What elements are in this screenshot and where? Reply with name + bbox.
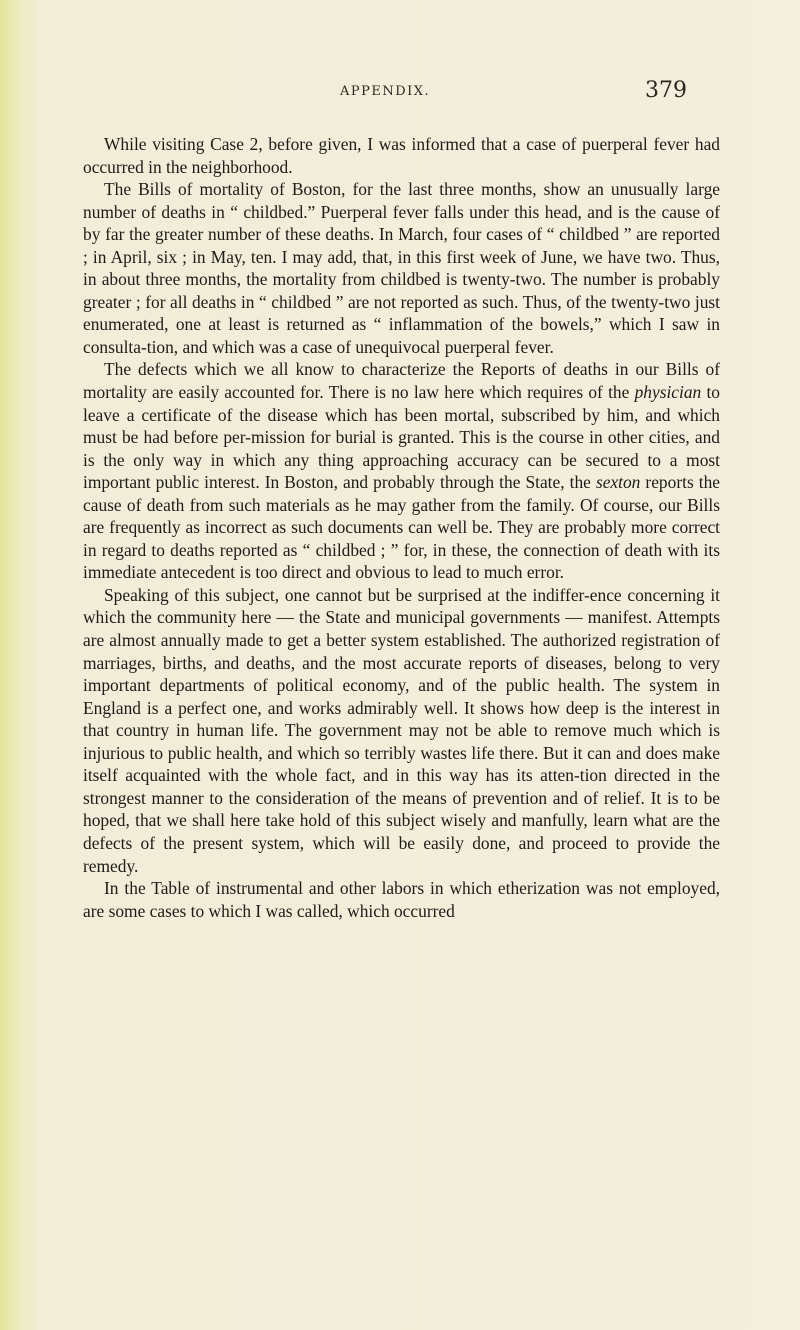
paragraph [83,584,720,877]
page-number: 379 [645,78,687,103]
paragraph-text: The defects which we all know to characterize the Reports of deaths in our Bills of mortality are easily accounted for. There is no law here which requires of the [83,359,720,403]
paragraph-text: While visiting Case 2, before given, I was informed that a case of puerperal fever had occurred in the neighborhood. [83,134,720,177]
running-head: APPENDIX. [340,84,431,99]
paragraph-text: The Bills of mortality of Boston, for the last three months, show an unusually large number of deaths in “ childbed.” Puerperal fever falls under this head, and is the cause of by far the greater number of these deaths. In March, four cases of “ childbed ” are reported ; in April, six ; in May, ten. I may add, that, in this first week of June, we have two. Thus, in about three months, the mortality from childbed is twenty-two. The number is probably greater ; for all deaths in “ childbed ” are not reported as such. Thus, of the twenty-two just enumerated, one at least is returned as “ inflammation of the bowels,” which I saw in consulta-tion, and which was a case of unequivocal puerperal fever. [83,179,720,357]
italic-term-physician: physician [634,382,702,403]
paragraph-text: In the Table of instrumental and other labors in which etherization was not employed, are some cases to which I was called, which occurred [83,878,720,921]
page-header [0,78,800,108]
italic-term-sexton: sexton [595,472,641,493]
body-text [83,133,720,922]
paragraph-text: to leave a certificate of the disease which has been mortal, subscribed by him, and which must be had before per-mission for burial is granted. This is the course in other cities, and is the only way in which any thing approaching accuracy can be secured to a most important public interest. In Boston, and probably through the State, the [83,382,721,493]
paragraph-text: reports the cause of death from such materials as he may gather from the family. Of course, our Bills are frequently as incorrect as such documents can well be. They are probably more correct in regard to deaths reported as “ childbed ; ” for, in these, the connection of death with its immediate antecedent is too direct and obvious to lead to much error. [83,472,721,583]
paragraph [83,877,720,922]
paragraph [83,358,720,583]
paragraph [83,133,720,178]
paragraph-text: Speaking of this subject, one cannot but be surprised at the indiffer-ence concerning it which the community here — the State and municipal governments — manifest. Attempts are almost annually made to get a better system established. The authorized registration of marriages, births, and deaths, and the most accurate reports of diseases, belong to very important departments of political economy, and of the public health. The system in England is a perfect one, and works admirably well. It shows how deep is the interest in that country in human life. The government may not be able to remove much which is injurious to public health, and which so terribly wastes life there. But it can and does make itself acquainted with the whole fact, and in this way has its atten-tion directed in the strongest manner to the consideration of the means of prevention and of relief. It is to be hoped, that we shall here take hold of this subject wisely and manfully, learn what are the defects of the present system, which will be easily done, and proceed to provide the remedy. [83,584,720,876]
paragraph [83,178,720,358]
